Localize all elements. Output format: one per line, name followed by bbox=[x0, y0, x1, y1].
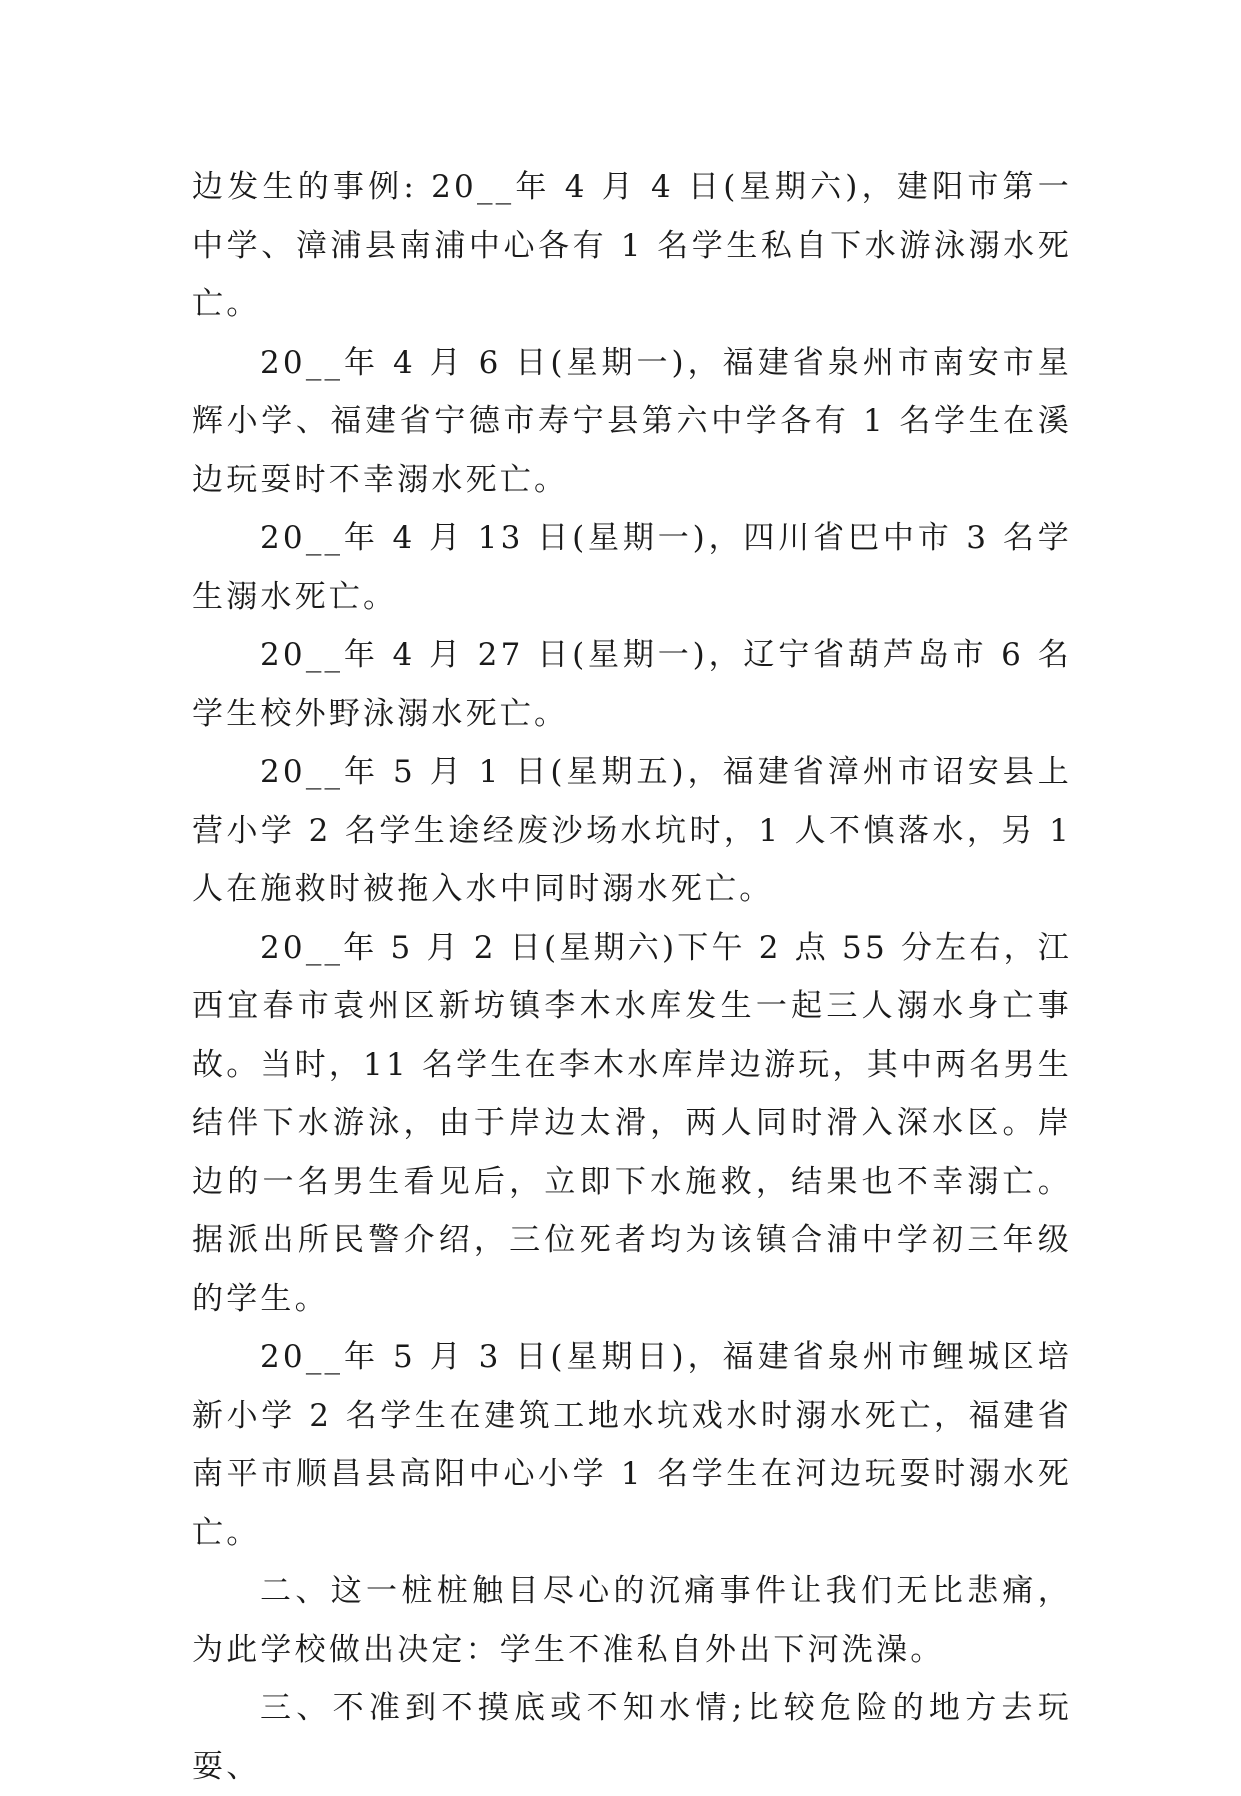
paragraph-section-three: 三、不准到不摸底或不知水情;比较危险的地方去玩耍、 bbox=[192, 1690, 1072, 1785]
paragraph-april-13: 20__年 4 月 13 日(星期一)，四川省巴中市 3 名学生溺水死亡。 bbox=[192, 520, 1072, 615]
paragraph-april-6: 20__年 4 月 6 日(星期一)，福建省泉州市南安市星辉小学、福建省宁德市寿宁县第六中学各有 1 名学生在溪边玩耍时不幸溺水死亡。 bbox=[192, 344, 1072, 498]
paragraph-may-1: 20__年 5 月 1 日(星期五)，福建省漳州市诏安县上营小学 2 名学生途经废沙场水坑时，1 人不慎落水，另 1 人在施救时被拖入水中同时溺水死亡。 bbox=[192, 754, 1086, 907]
paragraph-continued-example: 边发生的事例: 20__年 4 月 4 日(星期六)，建阳市第一中学、漳浦县南浦中心各有 1 名学生私自下水游泳溺水死亡。 bbox=[192, 169, 1072, 322]
paragraph-april-27: 20__年 4 月 27 日(星期一)，辽宁省葫芦岛市 6 名学生校外野泳溺水死亡。 bbox=[192, 637, 1072, 732]
document-body bbox=[192, 158, 1086, 1796]
paragraph-may-2: 20__年 5 月 2 日(星期六)下午 2 点 55 分左右，江西宜春市袁州区新坊镇李木水库发生一起三人溺水身亡事故。当时，11 名学生在李木水库岸边游玩，其中两名男生结伴下水游泳，由于岸边太滑，两人同时滑入深水区。岸边的一名男生看见后，立即下水施救，结果也不幸溺亡。据派出所民警介绍，三位死者均为该镇合浦中学初三年级的学生。 bbox=[192, 929, 1072, 1317]
paragraph-section-two: 二、这一桩桩触目尽心的沉痛事件让我们无比悲痛，为此学校做出决定：学生不准私自外出下河洗澡。 bbox=[192, 1573, 1072, 1668]
paragraph-may-3: 20__年 5 月 3 日(星期日)，福建省泉州市鲤城区培新小学 2 名学生在建筑工地水坑戏水时溺水死亡，福建省南平市顺昌县高阳中心小学 1 名学生在河边玩耍时溺水死亡。 bbox=[192, 1339, 1072, 1551]
